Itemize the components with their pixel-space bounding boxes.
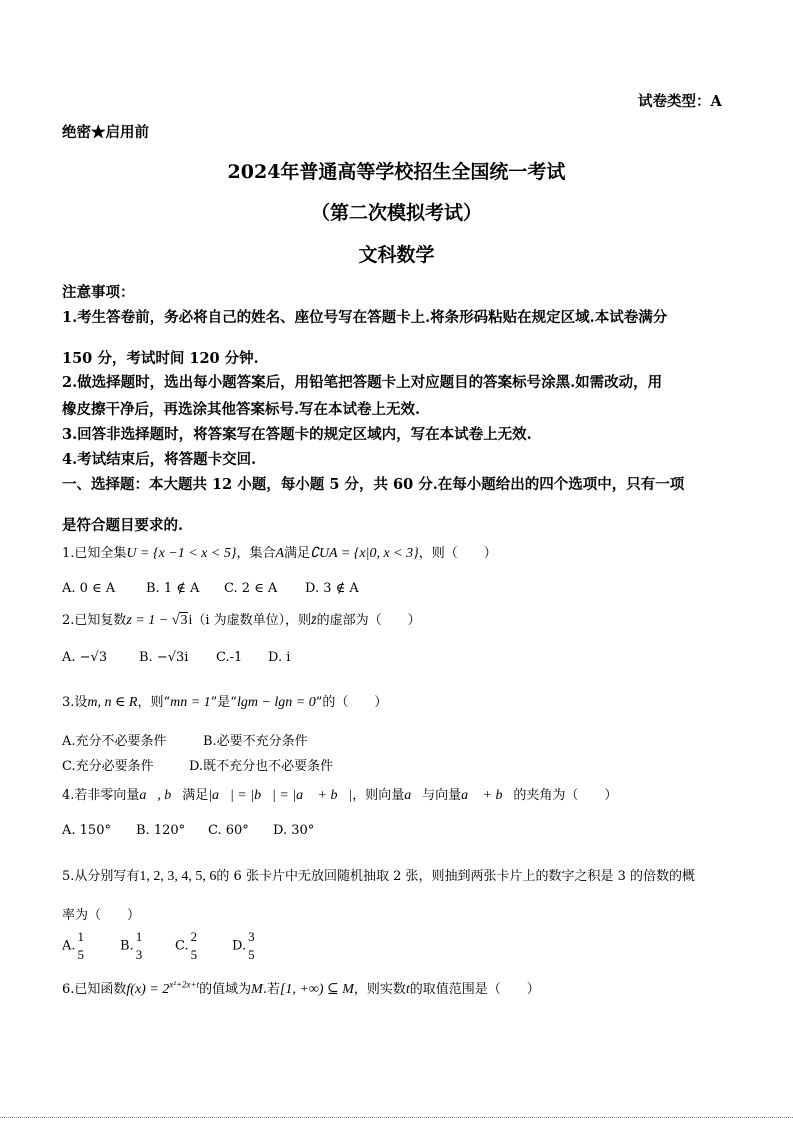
q4-option-a: A. 150° [62,823,111,838]
q5-option-c-fraction [191,930,198,962]
question-2 [62,609,421,629]
q4-option-c: C. 60° [208,823,249,838]
q4-cond: |a⃗| = |b⃗| = |a⃗ + b⃗| [208,788,353,803]
q5-option-a-den: 5 [77,947,85,962]
q3-cond2: lgm − lgn = 0 [236,695,316,710]
notice-item-3: 3.回答非选择题时，将答案写在答题卡的规定区域内，写在本试卷上无效. [62,426,532,443]
q5-option-c-num: 2 [190,929,198,944]
exam-subtitle: （第二次模拟考试） [310,202,482,224]
notice-item-1-line-2: 150 分，考试时间 120 分钟. [62,350,259,367]
secret-label: 绝密★启用前 [62,124,149,141]
notice-item-1-line-1: 1.考生答卷前，务必将自己的姓名、座位号写在答题卡上.将条形码粘贴在规定区域.本试卷满分 [62,309,668,326]
section-1-heading-line-1: 一、选择题：本大题共 12 小题，每小题 5 分，共 60 分.在每小题给出的四个选项中，只有一项 [62,476,685,493]
q2-option-c: C.-1 [216,650,243,665]
q5-option-d-label: D. [232,938,247,954]
q2-option-b: B. −√3i [139,650,189,665]
q1-option-d: D. 3 ∉ A [305,581,359,596]
q5-option-c-label: C. [175,938,189,954]
q6-func: f(x) = 2 [126,982,170,997]
q2-mid: （i 为虚数单位），则 [192,613,312,628]
q4-option-d: D. 30° [273,823,315,838]
q6-var-m: M [251,982,263,997]
q5-option-d-num: 3 [248,929,255,944]
q2-zbar: z̄ [311,613,317,628]
q6-mid2: .若 [262,982,280,997]
notice-item-2-line-1: 2.做选择题时，选出每小题答案后，用铅笔把答题卡上对应题目的答案标号涂黑.如需改动，用 [62,374,663,391]
q4-option-b: B. 120° [136,823,186,838]
question-1 [62,542,497,562]
q5-option-d-den: 5 [248,947,255,962]
q5-option-b-label: B. [120,938,134,954]
q3-cond1: mn = 1 [170,695,211,710]
q1-mid: ，集合 [236,546,276,561]
q5-line1-suffix: 的 6 张卡片中无放回随机抽取 2 张，则抽到两张卡片上的数字之积是 3 的倍数的概 [216,869,696,884]
question-5-line-1 [62,865,695,885]
question-6 [62,978,540,998]
q1-option-c: C. 2 ∈ A [224,581,278,596]
q5-option-c-den: 5 [190,947,198,962]
q5-option-b-fraction [136,930,143,962]
q2-prefix: 2.已知复数 [62,613,127,628]
q4-suffix: 的夹角为（ ） [513,788,618,803]
q5-option-b-num: 1 [135,929,143,944]
q5-option-d [232,930,257,962]
page-bottom-divider [0,1117,793,1118]
q2-option-a: A. −√3 [62,650,108,665]
notice-heading: 注意事项： [62,284,135,301]
exam-subject: 文科数学 [358,244,435,266]
paper-type-label: 试卷类型：A [638,93,722,110]
sqrt-icon: √ [171,613,180,628]
q5-option-a [62,930,86,962]
q3-suffix: ”的（ ） [315,695,388,710]
q2-expr-right: i [188,613,193,628]
section-1-heading-line-2: 是符合题目要求的. [62,517,184,534]
q6-exponent: x²+2x+t [169,979,200,990]
q3-option-a: A.充分不必要条件 [62,734,167,749]
q2-expr-left: z = 1 − [126,613,172,628]
q1-var-a: A [275,546,285,561]
exam-main-title: 2024年普通高等学校招生全国统一考试 [227,161,566,183]
q6-var-t: t [405,982,410,997]
q1-suffix: ，则（ ） [418,546,497,561]
q6-mid: 的值域为 [199,982,252,997]
q6-suffix: 的取值范围是（ ） [409,982,540,997]
q5-numbers: 1, 2, 3, 4, 5, 6 [139,869,217,884]
q4-prefix: 4.若非零向量 [62,788,140,803]
q5-option-b [120,930,144,962]
q1-complement: ∁UA = {x|0, x < 3} [310,546,419,561]
q3-option-d: D.既不充分也不必要条件 [189,759,334,774]
q3-vars: m, n ∈ R [87,695,138,710]
q3-option-b: B.必要不充分条件 [203,734,308,749]
q3-mid2: ”是“ [210,695,237,710]
q1-set-u: U = {x −1 < x < 5} [126,546,237,561]
q5-option-c [175,930,199,962]
q5-option-a-fraction [78,930,85,962]
q1-option-a: A. 0 ∈ A [62,581,116,596]
question-5-line-2: 率为（ ） [62,908,141,923]
q4-vecs: a⃗, b⃗ [139,788,183,803]
q6-mid3: ，则实数 [353,982,406,997]
q4-vec-sum: a⃗ + b⃗ [461,788,514,803]
q1-mid2: 满足 [284,546,311,561]
q5-option-b-den: 3 [135,947,143,962]
q2-suffix: 的虚部为（ ） [316,613,421,628]
q3-option-c: C.充分必要条件 [62,759,154,774]
question-3 [62,691,387,711]
q3-mid: ，则“ [137,695,171,710]
question-4 [62,784,617,804]
q5-option-d-fraction [248,930,255,962]
q2-expr-root: 3 [180,613,188,628]
q3-prefix: 3.设 [62,695,88,710]
q1-prefix: 1.已知全集 [62,546,127,561]
q4-mid2: ，则向量 [352,788,405,803]
q5-option-a-num: 1 [77,929,85,944]
q2-option-d: D. i [268,650,291,665]
notice-item-2-line-2: 橡皮擦干净后，再选涂其他答案标号.写在本试卷上无效. [62,401,421,418]
q4-vec-a: a⃗ [404,788,423,803]
q5-line1-prefix: 5.从分别写有 [62,869,140,884]
q5-option-a-label: A. [62,938,76,954]
q6-interval: [1, +∞) ⊆ M [279,982,354,997]
q4-mid: 满足 [182,788,209,803]
q4-mid3: 与向量 [422,788,462,803]
notice-item-4: 4.考试结束后，将答题卡交回. [62,451,257,468]
q6-prefix: 6.已知函数 [62,982,127,997]
q1-option-b: B. 1 ∉ A [146,581,200,596]
